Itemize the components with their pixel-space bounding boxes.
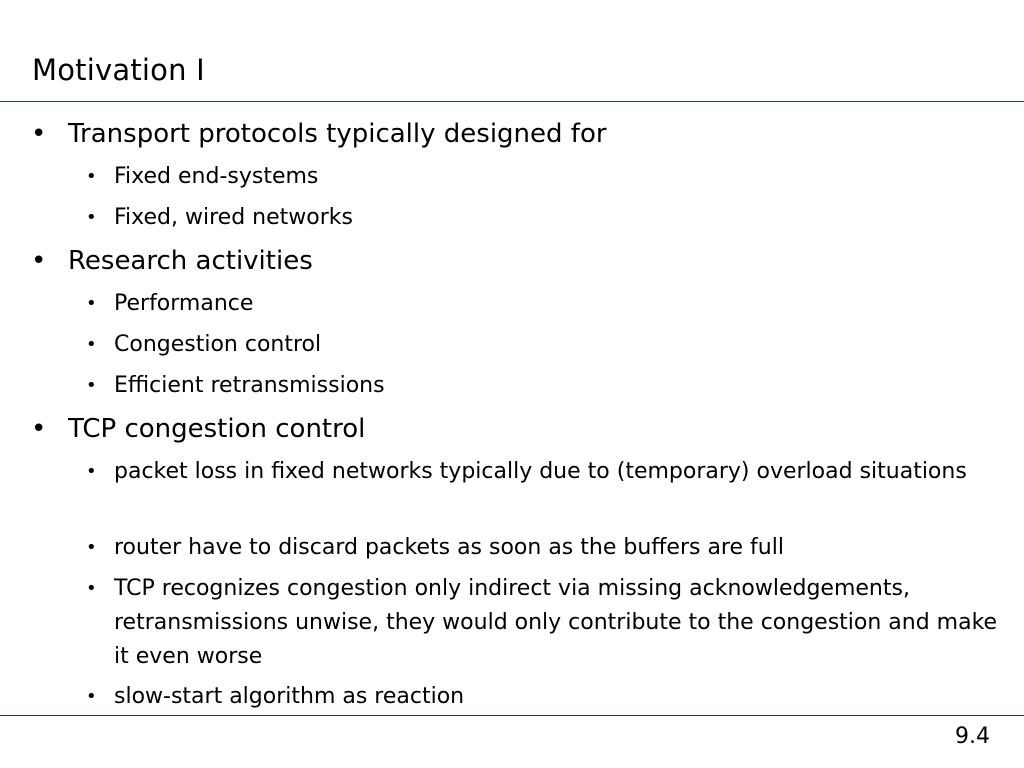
sub-bullet-router-discard	[86, 531, 1004, 565]
sub-bullet-text: slow-start algorithm as reaction	[114, 684, 465, 709]
sub-bullet-icon: •	[86, 334, 97, 355]
sub-bullet-icon: •	[86, 293, 97, 314]
sub-bullet-text: packet loss in fixed networks typically due to (temporary) overload situations	[114, 459, 967, 484]
sub-bullet-text: Performance	[114, 291, 254, 316]
sub-bullet-icon: •	[86, 537, 97, 558]
bullet-text: Transport protocols typically designed for	[68, 119, 607, 149]
sub-bullet-tcp-recognizes	[86, 572, 1004, 674]
sub-bullet-text: Fixed, wired networks	[114, 205, 353, 230]
bullet-text: Research activities	[68, 246, 313, 276]
sub-bullet-efficient-retransmissions	[86, 369, 1004, 403]
bullet-icon: •	[31, 119, 47, 149]
bullet-icon: •	[31, 246, 47, 276]
sub-bullet-text: router have to discard packets as soon as the buffers are full	[114, 535, 784, 560]
sub-bullet-text: Efficient retransmissions	[114, 373, 385, 398]
bullet-research-activities	[31, 245, 313, 277]
bullet-icon: •	[31, 414, 47, 444]
sub-bullet-text: Congestion control	[114, 332, 322, 357]
sub-bullet-text: Fixed end-systems	[114, 164, 319, 189]
sub-bullet-icon: •	[86, 461, 97, 482]
sub-bullet-slow-start	[86, 680, 1004, 714]
page-number: 9.4	[955, 724, 990, 749]
sub-bullet-icon: •	[86, 375, 97, 396]
bullet-tcp-congestion-control	[31, 413, 366, 445]
slide-title: Motivation I	[32, 53, 205, 87]
sub-bullet-icon: •	[86, 166, 97, 187]
sub-bullet-icon: •	[86, 686, 97, 707]
sub-bullet-performance	[86, 287, 1004, 321]
bullet-transport-protocols	[31, 118, 607, 150]
footer-divider	[0, 715, 1024, 716]
sub-bullet-icon: •	[86, 578, 97, 599]
sub-bullet-packet-loss	[86, 455, 1004, 489]
sub-bullet-icon: •	[86, 207, 97, 228]
sub-bullet-text: TCP recognizes congestion only indirect via missing acknowledgements, retransmissions unwise, they would only contribute to the congestion and make it even worse	[114, 576, 998, 669]
sub-bullet-fixed-wired-networks	[86, 201, 1004, 235]
sub-bullet-congestion-control	[86, 328, 1004, 362]
bullet-text: TCP congestion control	[68, 414, 366, 444]
sub-bullet-fixed-end-systems	[86, 160, 1004, 194]
